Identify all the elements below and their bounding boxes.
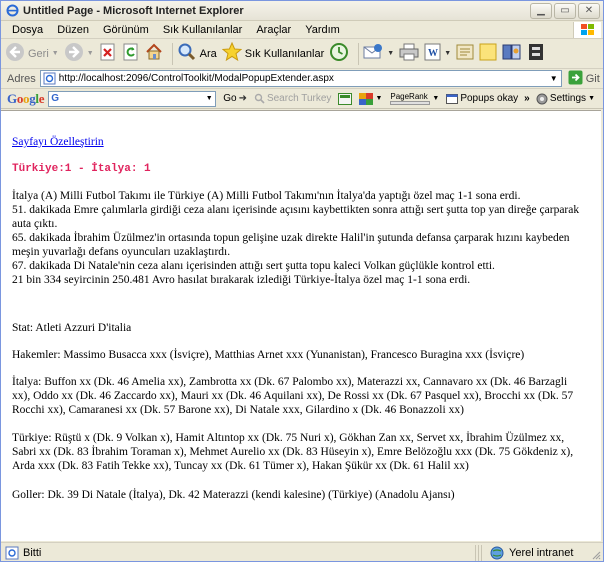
toolbar-separator	[172, 43, 173, 65]
highlight-dropdown-icon: ▼	[375, 95, 383, 102]
google-go-button[interactable]	[223, 93, 247, 104]
minimize-icon: ▁	[537, 5, 545, 16]
google-search-input[interactable]	[48, 91, 216, 107]
settings-button[interactable]	[536, 93, 595, 105]
turkey-lineup-text: Türkiye: Rüştü x (Dk. 9 Volkan x), Hamit Altıntop xx (Dk. 75 Nuri x), Gökhan Zan xx, Servet xx, İbrahim Üzülmez xx, Sabri xx (Dk. 83 İbrahim Toraman x), Mehmet Aurelio xx (Dk. 83 Hüseyin x), Emre Belözoğlu xxx (Dk. 75 Gökdeniz x), Arda xxx (Dk. 83 Fatih Tekke xx), Tuncay xx (Dk. 61 Tümer x), Hakan Şükür xx (Dk. 61 Halil xx)	[12, 432, 574, 472]
printer-icon	[399, 43, 419, 64]
toolbar-separator	[358, 43, 359, 65]
news-icon	[338, 93, 352, 105]
stadium-text: Stat: Atleti Azzuri D'italia	[12, 322, 132, 334]
pagerank-bar	[390, 101, 430, 105]
refresh-icon	[122, 43, 140, 64]
research-icon	[502, 43, 522, 64]
stop-button[interactable]	[99, 42, 117, 66]
minimize-button[interactable]	[530, 3, 552, 19]
favorites-button[interactable]	[222, 42, 325, 66]
go-label: Git	[585, 72, 600, 85]
favorites-star-icon	[222, 42, 242, 65]
news-button[interactable]	[338, 93, 352, 105]
menu-view[interactable]: Görünüm	[102, 23, 149, 36]
menu-edit[interactable]: Düzen	[57, 23, 89, 36]
report-line: İtalya (A) Milli Futbol Takımı ile Türkiye (A) Milli Futbol Takımı'nın İtalya'da yaptığı özel maç 1-1 sona erdi.	[12, 190, 521, 202]
settings-icon	[536, 93, 548, 105]
address-bar	[1, 69, 603, 89]
window-title: Untitled Page - Microsoft Internet Explorer	[23, 4, 244, 17]
mail-icon	[363, 43, 385, 64]
goals-text: Goller: Dk. 39 Di Natale (İtalya), Dk. 42 Materazzi (kendi kalesine) (Türkiye) (Anadolu Ajansı)	[12, 489, 455, 501]
highlight-button[interactable]	[359, 93, 382, 105]
status-bar	[1, 542, 603, 562]
google-search-dropdown-icon[interactable]: ▼	[205, 95, 213, 102]
more-chevron-icon[interactable]: »	[524, 93, 530, 104]
forward-dropdown-icon: ▼	[86, 50, 94, 57]
toolbar	[1, 39, 603, 69]
report-line: 51. dakikada Emre çalımlarla girdiği ceza alanı içerisinde açısını kaybettikten sonra attığı sert şutta top yan direğe çarparak auta çıktı.	[12, 204, 580, 230]
security-zone[interactable]	[490, 546, 573, 560]
address-label: Adres	[7, 72, 36, 85]
customize-page-link[interactable]: Sayfayı Özelleştirin	[12, 136, 104, 148]
report-line: 21 bin 334 seyircinin 250.481 Avro hasılat bırakarak izlediği Türkiye-İtalya özel maç 1-1 sona erdi.	[12, 274, 471, 286]
settings-label: Settings	[549, 93, 587, 104]
google-logo: Google	[7, 90, 45, 106]
menu-help[interactable]: Yardım	[305, 23, 340, 36]
page-icon	[43, 72, 56, 85]
popup-blocker-icon	[446, 93, 458, 105]
film-icon	[527, 43, 545, 64]
menu-bar	[1, 21, 603, 39]
history-icon	[329, 42, 349, 65]
forward-button[interactable]	[64, 42, 94, 66]
go-button[interactable]	[568, 70, 600, 88]
google-badge: G	[51, 93, 59, 104]
pagerank-dropdown-icon[interactable]: ▼	[432, 95, 440, 102]
search-turkey-button[interactable]	[254, 93, 331, 104]
menu-file[interactable]: Dosya	[12, 23, 44, 36]
forward-arrow-icon	[64, 42, 84, 65]
status-divider	[481, 545, 482, 561]
italy-lineup-text: İtalya: Buffon xx (Dk. 46 Amelia xx), Zambrotta xx (Dk. 67 Palombo xx), Materazzi xx, Cannavaro xx (Dk. 46 Barzagli xx), Oddo xx (Dk. 46 Zaccardo xx), Mauri xx (Dk. 46 Aquilani xx), De Rossi xx (Dk. 67 Pasquel xx), Brocchi xx (Dk. 57 Rocchi xx), Camaranesi xx (Dk. 57 Barone xx), Di Natale xxx, Gilardino x (Dk. 46 Bonazzoli xx)	[12, 376, 574, 416]
menu-favorites[interactable]: Sık Kullanılanlar	[162, 23, 243, 36]
stop-icon	[99, 43, 117, 64]
edit-dropdown-icon: ▼	[444, 50, 452, 57]
refresh-button[interactable]	[122, 42, 140, 66]
status-divider	[478, 545, 479, 561]
word-icon	[424, 43, 442, 64]
pagerank-indicator	[390, 92, 430, 105]
favorites-label: Sık Kullanılanlar	[244, 47, 325, 60]
search-turkey-icon	[254, 93, 265, 104]
edit-word-button[interactable]	[424, 42, 451, 66]
back-arrow-icon	[5, 42, 25, 65]
popups-button[interactable]	[446, 93, 518, 105]
close-button[interactable]	[578, 3, 600, 19]
home-icon	[145, 43, 163, 64]
messenger-button[interactable]	[527, 42, 545, 66]
mail-button[interactable]	[363, 42, 394, 66]
go-arrow-icon	[568, 70, 583, 88]
address-input[interactable]	[40, 70, 562, 87]
google-go-arrow-icon: ➜	[238, 93, 247, 104]
zone-label: Yerel intranet	[509, 546, 574, 559]
highlight-icon	[359, 93, 373, 105]
print-button[interactable]	[399, 42, 419, 66]
search-button[interactable]	[177, 42, 217, 66]
status-text: Bitti	[23, 546, 42, 559]
report-line: 67. dakikada Di Natale'nin ceza alanı içerisinden attığı sert şutta topu kaleci Volkan güçlükle kontrol etti.	[12, 260, 495, 272]
menu-tools[interactable]: Araçlar	[256, 23, 292, 36]
report-line: 65. dakikada İbrahim Üzülmez'in ortasında topun gelişine uzak direkte Halil'in şutunda defansa çarparak hızını kaybeden meşin yuvarlağı defans oyuncuları uzaklaştırdı.	[12, 232, 570, 258]
resize-grip-icon[interactable]	[591, 550, 601, 560]
referees-text: Hakemler: Massimo Busacca xxx (İsviçre), Matthias Arnet xxx (Yunanistan), Francesco Buragina xxx (İsviçre)	[12, 349, 525, 361]
match-report	[12, 189, 586, 287]
back-dropdown-icon: ▼	[51, 50, 59, 57]
discuss-icon	[456, 43, 474, 64]
search-icon	[177, 42, 197, 65]
back-label: Geri	[28, 47, 49, 60]
page-content	[1, 110, 601, 541]
research-button[interactable]	[502, 42, 522, 66]
status-divider	[475, 545, 476, 561]
match-score: Türkiye:1 - İtalya: 1	[12, 163, 151, 175]
google-go-label: Go	[223, 93, 237, 104]
address-url: http://localhost:2096/ControlToolkit/ModalPopupExtender.aspx	[58, 73, 334, 84]
intranet-icon	[490, 546, 505, 560]
history-button[interactable]	[329, 42, 349, 66]
done-icon	[5, 546, 19, 560]
maximize-icon: ▭	[560, 5, 570, 16]
popups-label: Popups okay	[460, 93, 519, 104]
back-button[interactable]	[5, 42, 59, 66]
windows-logo-icon	[573, 22, 601, 38]
discuss-button[interactable]	[456, 42, 474, 66]
settings-dropdown-icon: ▼	[588, 95, 595, 102]
sticky-note-icon	[479, 43, 497, 64]
search-label: Ara	[199, 47, 217, 60]
close-icon: ✕	[584, 5, 594, 16]
ie-icon	[5, 4, 19, 18]
mail-dropdown-icon: ▼	[387, 50, 395, 57]
home-button[interactable]	[145, 42, 163, 66]
note-button[interactable]	[479, 42, 497, 66]
google-toolbar	[1, 89, 603, 109]
title-bar	[1, 1, 603, 21]
pagerank-label: PageRank	[390, 92, 428, 101]
address-dropdown-icon[interactable]: ▼	[549, 74, 558, 83]
search-turkey-label: Search Turkey	[266, 93, 332, 104]
maximize-button[interactable]	[554, 3, 576, 19]
svg-text:W: W	[428, 48, 439, 59]
